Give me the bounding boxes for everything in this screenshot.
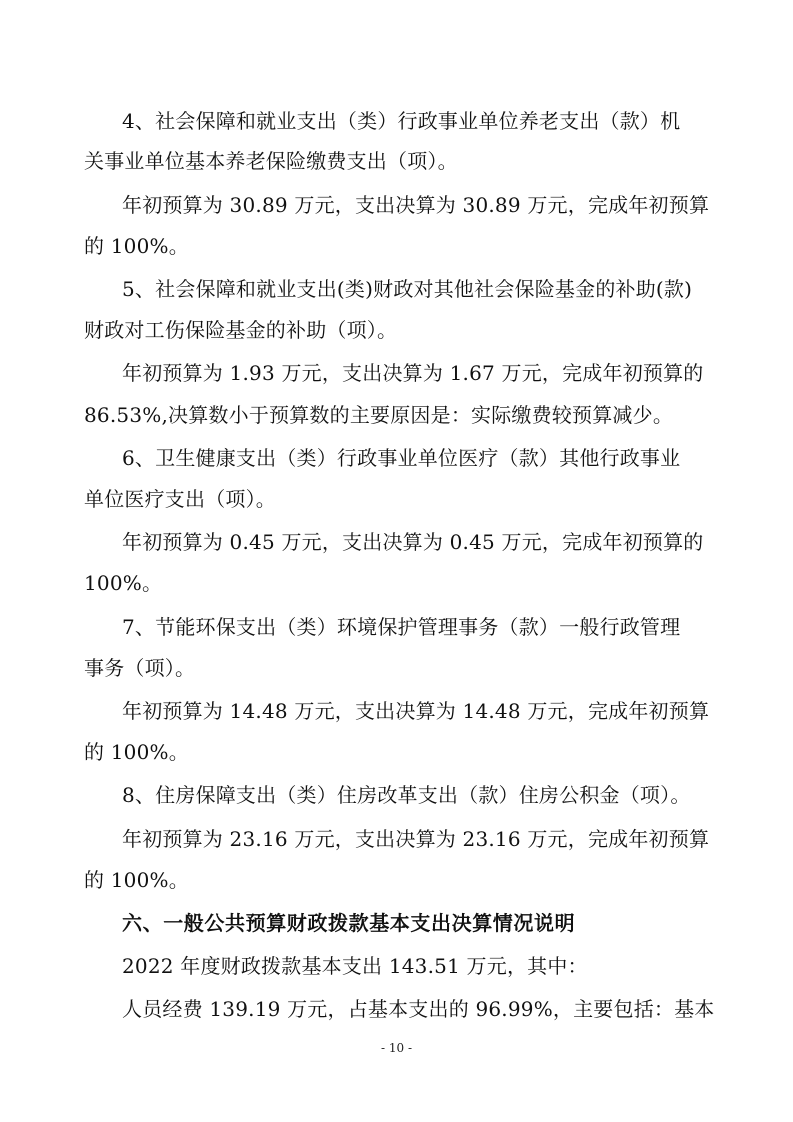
paragraph-line: 8、住房保障支出（类）住房改革支出（款）住房公积金（项）。 (122, 783, 691, 807)
paragraph-line: 事务（项）。 (84, 656, 196, 680)
paragraph-line: 人员经费 139.19 万元，占基本支出的 96.99%，主要包括：基本 (122, 997, 715, 1021)
paragraph-line: 5、社会保障和就业支出(类)财政对其他社会保险基金的补助(款) (122, 277, 693, 301)
paragraph-line: 年初预算为 30.89 万元，支出决算为 30.89 万元，完成年初预算 (122, 193, 710, 217)
paragraph-line: 年初预算为 23.16 万元，支出决算为 23.16 万元，完成年初预算 (122, 827, 710, 851)
paragraph-line: 86.53%,决算数小于预算数的主要原因是：实际缴费较预算减少。 (84, 403, 674, 427)
paragraph-line: 年初预算为 1.93 万元，支出决算为 1.67 万元，完成年初预算的 (122, 361, 704, 385)
paragraph-line: 年初预算为 14.48 万元，支出决算为 14.48 万元，完成年初预算 (122, 699, 710, 723)
paragraph-line: 2022 年度财政拨款基本支出 143.51 万元，其中： (122, 954, 588, 978)
paragraph-line: 7、节能环保支出（类）环境保护管理事务（款）一般行政管理 (122, 615, 681, 639)
page-number: - 10 - (380, 1041, 412, 1055)
paragraph-line: 年初预算为 0.45 万元，支出决算为 0.45 万元，完成年初预算的 (122, 530, 704, 554)
paragraph-line: 财政对工伤保险基金的补助（项）。 (84, 318, 398, 342)
paragraph-line: 的 100%。 (84, 740, 189, 764)
paragraph-line: 4、社会保障和就业支出（类）行政事业单位养老支出（款）机 (122, 109, 681, 133)
paragraph-line: 的 100%。 (84, 234, 189, 258)
paragraph-line: 6、卫生健康支出（类）行政事业单位医疗（款）其他行政事业 (122, 446, 681, 470)
paragraph-line: 100%。 (84, 571, 163, 595)
paragraph-line: 单位医疗支出（项）。 (84, 487, 276, 511)
section-heading: 六、一般公共预算财政拨款基本支出决算情况说明 (122, 911, 576, 935)
paragraph-line: 的 100%。 (84, 868, 189, 892)
paragraph-line: 关事业单位基本养老保险缴费支出（项）。 (84, 149, 458, 173)
